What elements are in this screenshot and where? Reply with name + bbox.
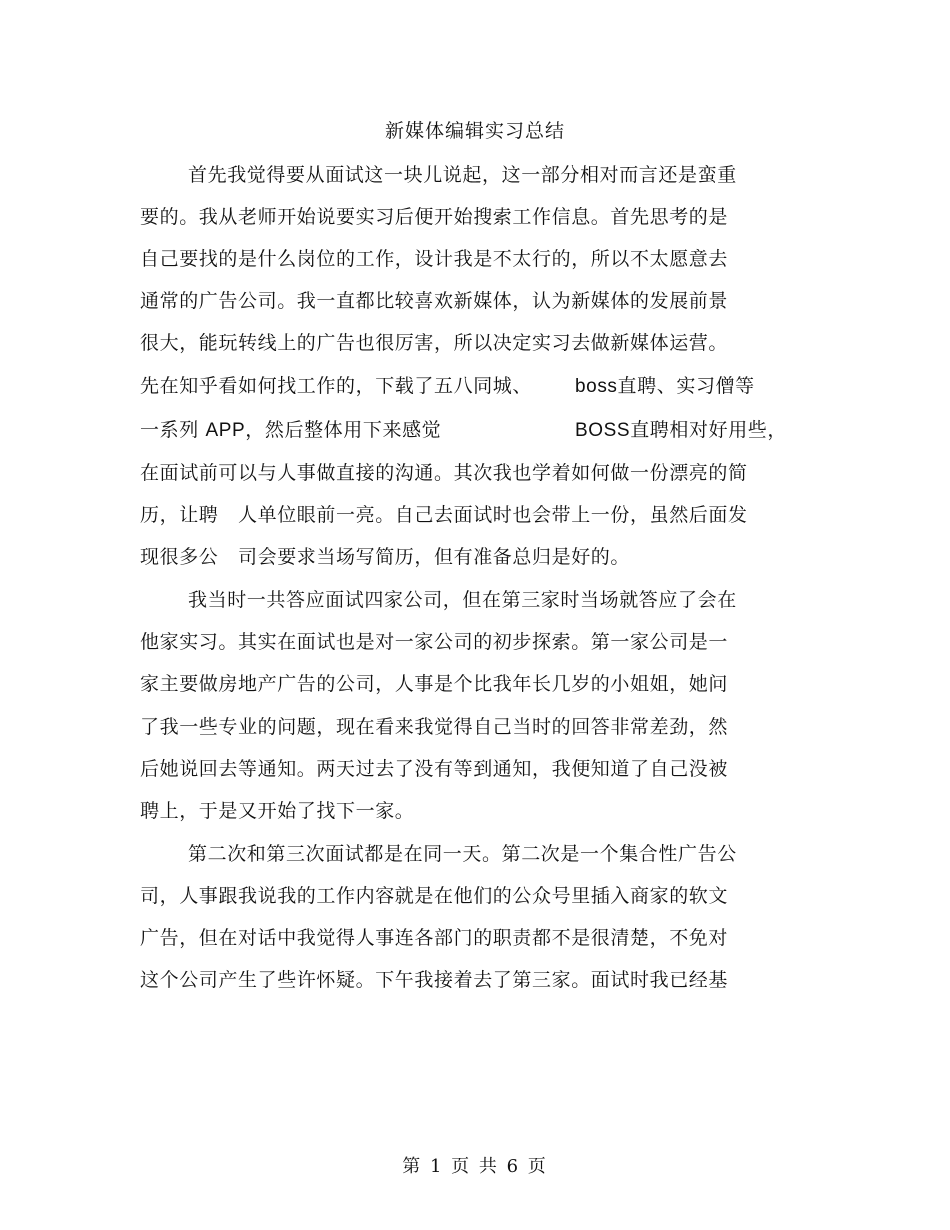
paragraph-line: 家主要做房地产广告的公司，人事是个比我年长几岁的小姐姐，她问 bbox=[140, 673, 729, 695]
inline-latin-word: BOSS bbox=[575, 420, 631, 441]
paragraph-line: 很大，能玩转线上的广告也很厉害，所以决定实习去做新媒体运营。 bbox=[140, 332, 729, 354]
paragraph-line: 聘上，于是又开始了找下一家。 bbox=[140, 800, 415, 822]
paragraph-line: 他家实习。其实在面试也是对一家公司的初步探索。第一家公司是一 bbox=[140, 631, 729, 653]
paragraph-line: 在面试前可以与人事做直接的沟通。其次我也学着如何做一份漂亮的简 bbox=[140, 462, 748, 484]
inline-text: 直聘、实习僧等 bbox=[617, 375, 755, 397]
paragraph-line: 广告，但在对话中我觉得人事连各部门的职责都不是很清楚，不免对 bbox=[140, 927, 729, 949]
paragraph-line: 要的。我从老师开始说要实习后便开始搜索工作信息。首先思考的是 bbox=[140, 206, 729, 228]
paragraph-line-right bbox=[575, 418, 787, 443]
paragraph-line: 历，让聘 人单位眼前一亮。自己去面试时也会带上一份，虽然后面发 bbox=[140, 504, 748, 526]
paragraph-line: 自己要找的是什么岗位的工作，设计我是不太行的，所以不太愿意去 bbox=[140, 248, 729, 270]
paragraph-line: 首先我觉得要从面试这一块儿说起，这一部分相对而言还是蛮重 bbox=[188, 164, 737, 186]
paragraph-line: 后她说回去等通知。两天过去了没有等到通知，我便知道了自己没被 bbox=[140, 758, 729, 780]
paragraph-line: 现很多公 司会要求当场写简历，但有准备总归是好的。 bbox=[140, 546, 631, 568]
paragraph-line: 我当时一共答应面试四家公司，但在第三家时当场就答应了会在 bbox=[188, 589, 737, 611]
inline-latin-word: APP bbox=[205, 420, 246, 441]
inline-text: ，然后整体用下来感觉 bbox=[245, 419, 442, 441]
paragraph-line-right bbox=[575, 374, 755, 399]
inline-latin-word: boss bbox=[575, 376, 618, 397]
paragraph-line: 这个公司产生了些许怀疑。下午我接着去了第三家。面试时我已经基 bbox=[140, 969, 729, 991]
paragraph-line: 司，人事跟我说我的工作内容就是在他们的公众号里插入商家的软文 bbox=[140, 885, 729, 907]
page-footer: 第 1 页 共 6 页 bbox=[402, 1156, 548, 1177]
inline-text: 一系列 bbox=[140, 419, 199, 441]
paragraph-line: 第二次和第三次面试都是在同一天。第二次是一个集合性广告公 bbox=[188, 843, 737, 865]
document-title: 新媒体编辑实习总结 bbox=[384, 120, 565, 142]
paragraph-line: 了我一些专业的问题，现在看来我觉得自己当时的回答非常差劲，然 bbox=[140, 716, 729, 738]
paragraph-line-left bbox=[140, 418, 441, 443]
inline-text: 直聘相对好用些， bbox=[630, 419, 788, 441]
paragraph-line: 通常的广告公司。我一直都比较喜欢新媒体，认为新媒体的发展前景 bbox=[140, 290, 729, 312]
paragraph-line-left: 先在知乎看如何找工作的，下载了五八同城、 bbox=[140, 375, 533, 397]
